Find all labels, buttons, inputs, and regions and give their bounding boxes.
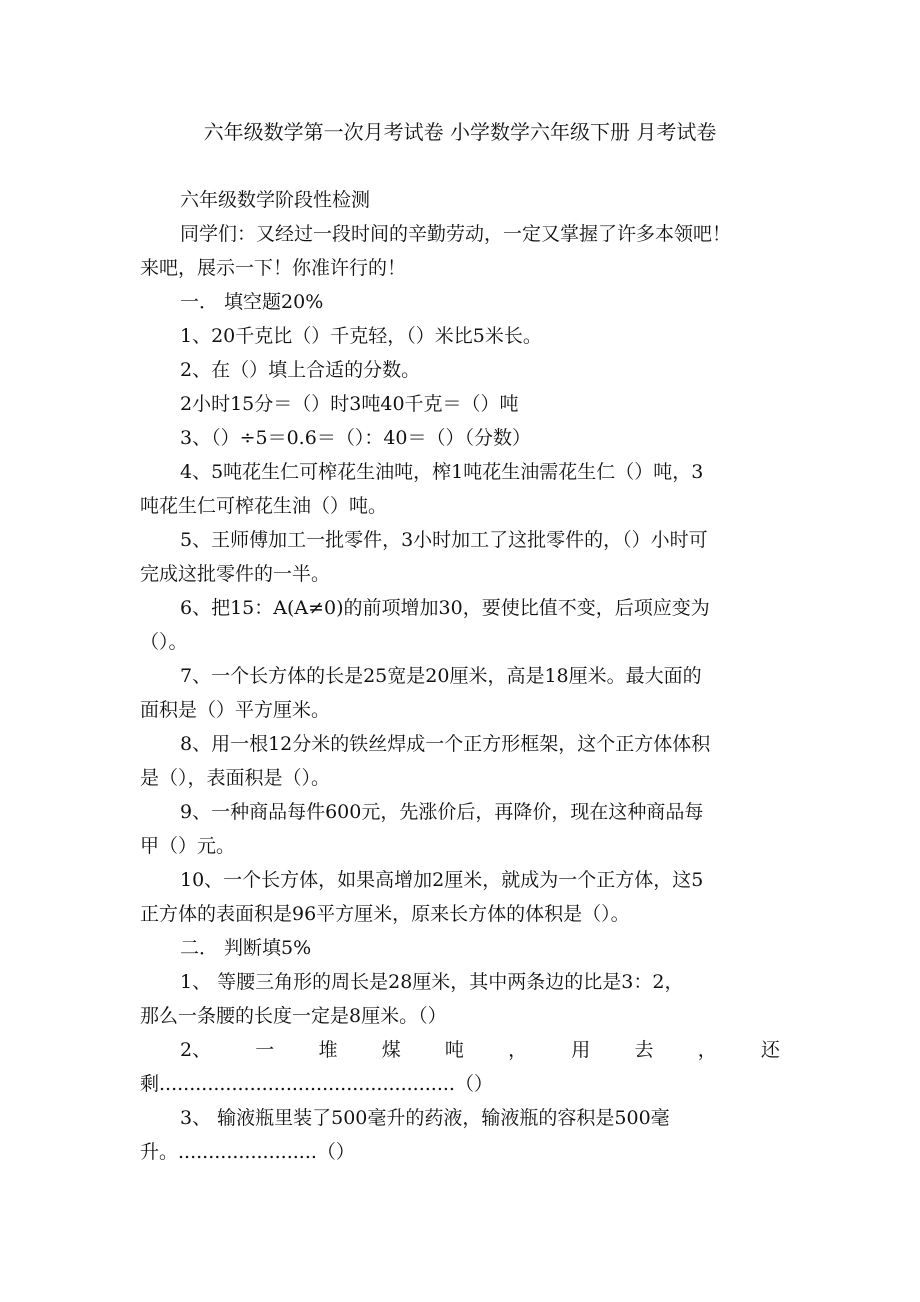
question-line: 是（），表面积是（）。: [140, 767, 331, 789]
question-line: 10、一个长方体，如果高增加2厘米，就成为一个正方体，这5: [180, 869, 704, 891]
justified-word: 吨: [444, 1039, 464, 1061]
justified-word: 一: [255, 1039, 275, 1061]
question-line: 5、王师傅加工一批零件，3小时加工了这批零件的，（）小时可: [180, 529, 708, 551]
justified-word: 堆: [318, 1039, 338, 1061]
part-heading-fill-in: 一． 填空题20%: [180, 291, 324, 313]
intro-text: 同学们：又经过一段时间的辛勤劳动，一定又掌握了许多本领吧！: [180, 223, 732, 245]
document-body: [140, 183, 780, 1169]
justified-word: 煤: [381, 1039, 401, 1061]
justified-word: ，: [508, 1039, 528, 1061]
justified-question-line: [140, 1033, 780, 1067]
justified-word: 还: [760, 1039, 780, 1061]
question-line: 升。.......................（）: [140, 1141, 355, 1163]
question-line: 完成这批零件的一半。: [140, 563, 331, 585]
justified-word: 去: [634, 1039, 654, 1061]
question-line: 8、用一根12分米的铁丝焊成一个正方形框架，这个正方体体积: [180, 733, 711, 755]
question-line: 9、一种商品每件600元，先涨价后，再降价，现在这种商品每: [180, 801, 704, 823]
justified-word: 2、: [180, 1039, 212, 1061]
question-line: 7、一个长方体的长是25宽是20厘米，高是18厘米。最大面的: [180, 665, 702, 687]
part-heading-true-false: 二． 判断填5%: [180, 937, 312, 959]
question-line: 2、在（）填上合适的分数。: [180, 359, 421, 381]
question-line: 甲（）元。: [140, 835, 236, 857]
question-line: 那么一条腰的长度一定是8厘米。（）: [140, 1005, 447, 1027]
document-page: [140, 0, 780, 1302]
question-line: （）。: [140, 631, 188, 653]
question-line: 正方体的表面积是96平方厘米，原来长方体的体积是（）。: [140, 903, 630, 925]
question-line: 剩.................................................（）: [140, 1073, 493, 1095]
document-title: 六年级数学第一次月考试卷 小学数学六年级下册 月考试卷: [203, 120, 717, 144]
question-line: 3、 输液瓶里装了500毫升的药液，输液瓶的容积是500毫: [180, 1107, 670, 1129]
justified-word: ，: [697, 1039, 717, 1061]
question-line: 2小时15分＝（）时3吨40千克＝（）吨: [180, 393, 519, 415]
question-line: 吨花生仁可榨花生油（）吨。: [140, 495, 388, 517]
question-line: 面积是（）平方厘米。: [140, 699, 331, 721]
question-line: 3、（）÷5＝0.6＝（）：40＝（）（分数）: [180, 427, 531, 449]
question-line: 4、5吨花生仁可榨花生油吨，榨1吨花生油需花生仁（）吨，3: [180, 461, 704, 483]
section-heading: 六年级数学阶段性检测: [180, 189, 371, 211]
question-line: 1、 等腰三角形的周长是28厘米，其中两条边的比是3：2，: [180, 971, 684, 993]
question-line: 1、20千克比（）千克轻，（）米比5米长。: [180, 325, 542, 347]
justified-word: 用: [571, 1039, 591, 1061]
question-line: 6、把15：A(A≠0)的前项增加30，要使比值不变，后项应变为: [180, 597, 710, 619]
intro-text: 来吧，展示一下！你准许行的！: [140, 257, 407, 279]
